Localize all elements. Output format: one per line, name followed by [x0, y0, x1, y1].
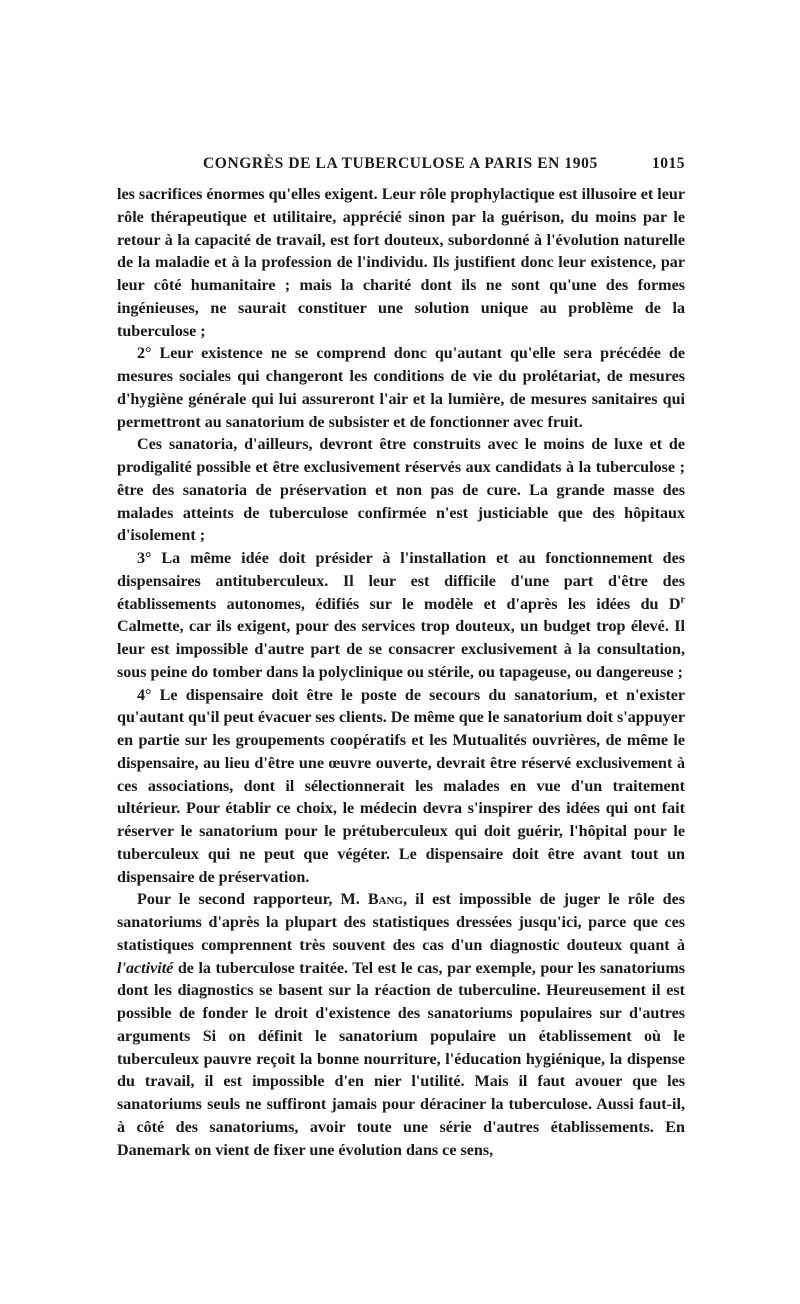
paragraph-6-part-1: Pour le second rapporteur, M. — [137, 891, 368, 909]
paragraph-6-part-2: , il est impossible de juger le rôle des sanatoriums d'après la plupart des statistiques dressées jusqu'ici, parce que ces statistiques comprennent très souvent des cas d'un diagnostic douteux quant à — [117, 891, 685, 954]
paragraph-1: les sacrifices énormes qu'elles exigent. Leur rôle prophylactique est illusoire et leur rôle thérapeutique et utilitaire, apprécié sinon par la guérison, du moins par le retour à la capacité de travail, est fort douteux, subordonné à l'évolution naturelle de la maladie et à la profession de l'individu. Ils justifient donc leur existence, par leur côté humanitaire ; mais la charité dont ils ne sont qu'une des formes ingénieuses, ne saurait constituer une solution unique au problème de la tuberculose ; — [117, 186, 685, 340]
rapporteur-name: Bang — [367, 891, 403, 909]
doctor-abbrev-superscript: r — [680, 594, 685, 606]
paragraph-3: Ces sanatoria, d'ailleurs, devront être construits avec le moins de luxe et de prodigalité possible et être exclusivement réservés aux candidats à la tuberculose ; être des sanatoria de préservation et non pas de cure. La grande masse des malades atteints de tuberculose confirmée n'est justiciable que des hôpitaux d'isolement ; — [117, 436, 685, 545]
emphasis-activite: l'activité — [117, 959, 174, 977]
paragraph-6-part-3: de la tuberculose traitée. Tel est le cas, par exemple, pour les sanatoriums dont les diagnostics se basent sur la réaction de tuberculine. Heureusement il est possible de fonder le droit d'existence des sanatoriums populaires sur d'autres arguments Si on définit le sanatorium populaire un établissement où le tuberculeux pauvre reçoit la bonne nourriture, l'éducation hygiénique, la dispense du travail, il est impossible d'en nier l'utilité. Mais il faut avouer que les sanatoriums seuls ne suffiront jamais pour déraciner la tuberculose. Aussi faut-il, à côté des sanatoriums, avoir toute une série d'autres établissements. En Danemark on vient de fixer une évolution dans ce sens, — [117, 959, 685, 1159]
paragraph-5: 4° Le dispensaire doit être le poste de secours du sanatorium, et n'exister qu'autant qu'il peut évacuer ses clients. De même que le sanatorium doit s'appuyer en partie sur les groupements coopératifs et les Mutualités ouvrières, de même le dispensaire, au lieu d'être une œuvre ouverte, devrait être réservé exclusivement à ces associations, dont il sélectionnerait les malades en vue d'un traitement ultérieur. Pour établir ce choix, le médecin devra s'inspirer des idées qui ont fait réserver le sanatorium pour le prétuberculeux qui doit guérir, l'hôpital pour le tuberculeux qui ne peut que végéter. Le dispensaire doit être avant tout un dispensaire de préservation. — [117, 686, 685, 886]
paragraph-6 — [117, 889, 685, 1162]
running-title: CONGRÈS DE LA TUBERCULOSE A PARIS EN 1905 — [203, 155, 598, 172]
paragraph-4 — [117, 548, 685, 685]
page-number: 1015 — [652, 155, 685, 172]
body-text — [117, 184, 685, 1162]
running-header — [117, 155, 685, 177]
paragraph-4-part-2: Calmette, car ils exigent, pour des services trop douteux, un budget trop élevé. Il leur est impossible d'autre part de se consacrer exclusivement à la consultation, sous peine do tomber dans la polyclinique ou stérile, ou tapageuse, ou dangereuse ; — [117, 618, 685, 681]
book-page — [117, 155, 685, 1162]
paragraph-4-part-1: 3° La même idée doit présider à l'installation et au fonctionnement des dispensaires antituberculeux. Il leur est difficile d'une part d'être des établissements autonomes, édifiés sur le modèle et d'après les idées du D — [117, 550, 685, 613]
paragraph-2: 2° Leur existence ne se comprend donc qu'autant qu'elle sera précédée de mesures sociales qui changeront les conditions de vie du prolétariat, de mesures d'hygiène générale qui lui assureront l'air et la lumière, de mesures sanitaires qui permettront au sanatorium de subsister et de fonctionner avec fruit. — [117, 345, 685, 431]
